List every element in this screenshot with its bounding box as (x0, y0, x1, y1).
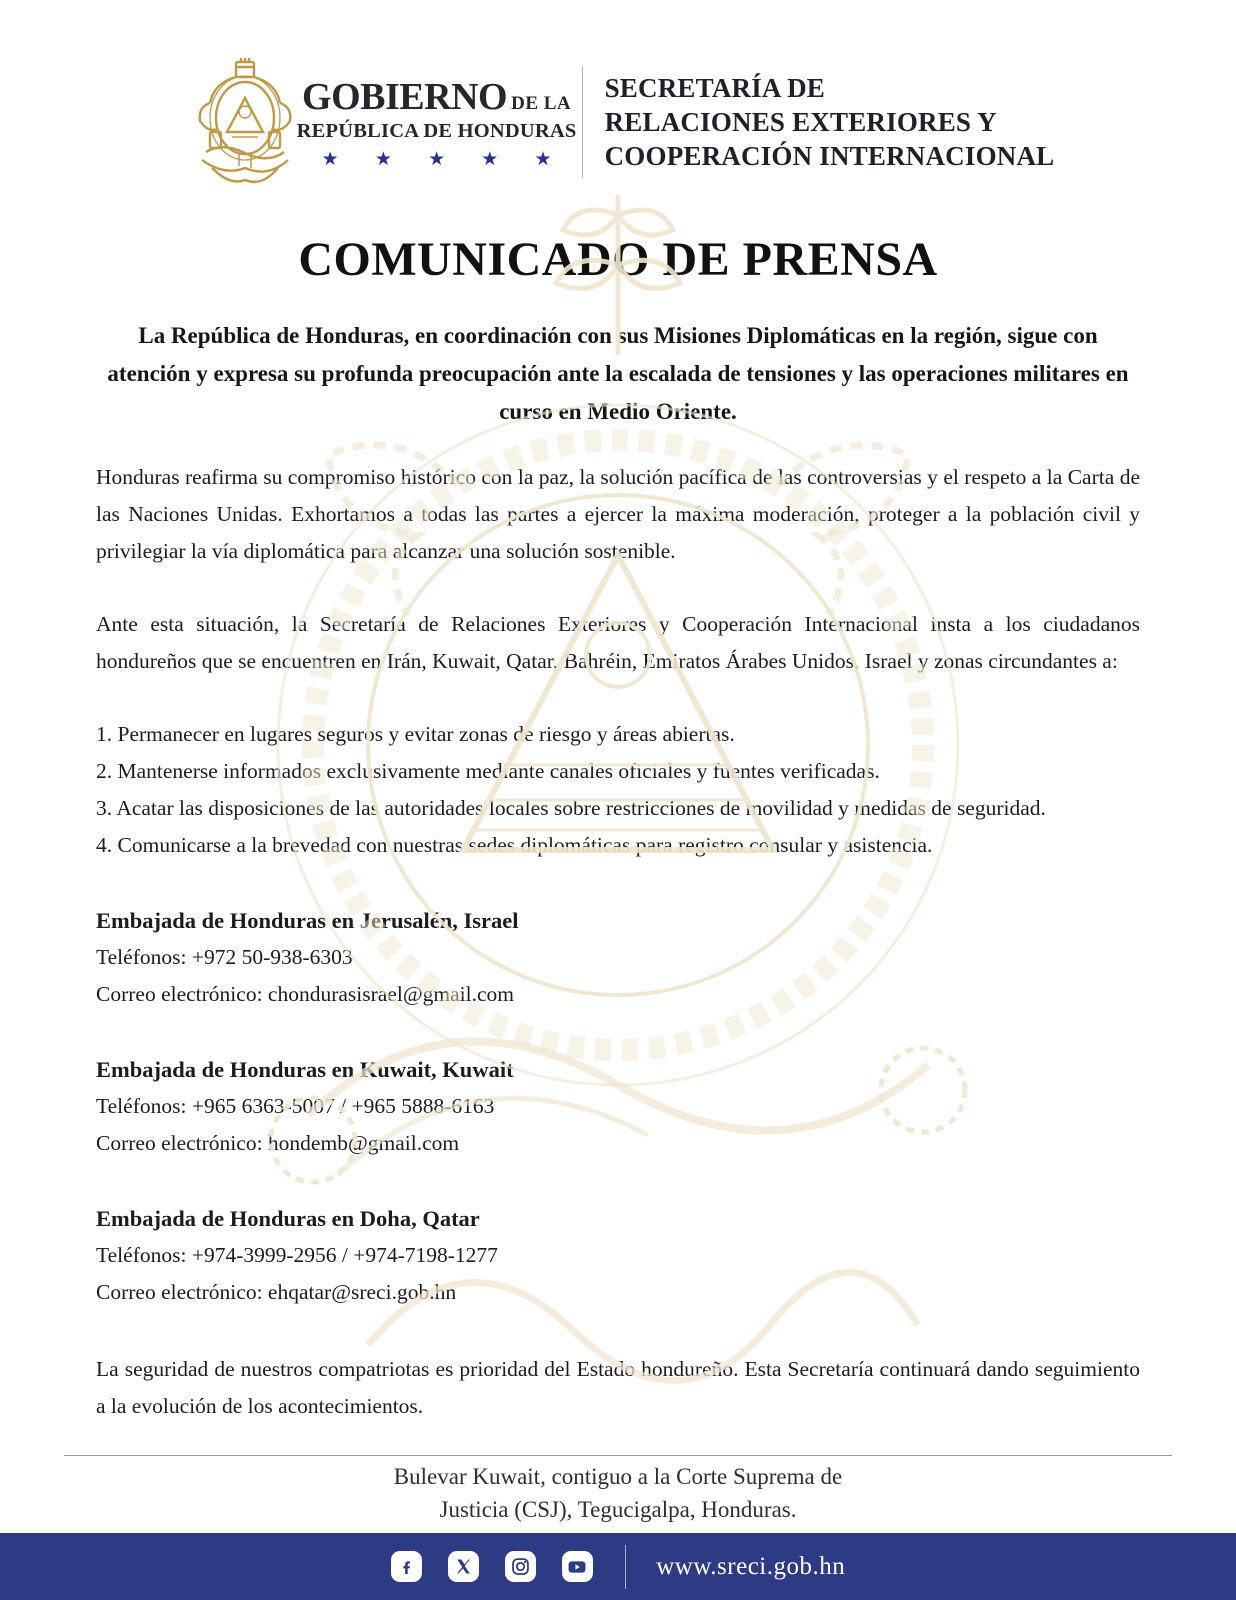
header-divider (582, 66, 583, 178)
footer-bar-divider (625, 1545, 627, 1589)
embassy-email: Correo electrónico: chondurasisrael@gmail.com (96, 982, 515, 1006)
embassy-block-qatar (96, 1200, 1140, 1311)
embassy-email: Correo electrónico: ehqatar@sreci.gob.hn (96, 1280, 457, 1304)
list-item: 2. Mantenerse informados exclusivamente mediante canales oficiales y fuentes verificadas. (96, 759, 880, 783)
embassy-phones: Teléfonos: +965 6363-5007 / +965 5888-6163 (96, 1094, 495, 1118)
address-line: Justicia (CSJ), Tegucigalpa, Honduras. (439, 1497, 797, 1522)
address-line: Bulevar Kuwait, contiguo a la Corte Suprema de (393, 1464, 843, 1489)
star-icon: ★ (428, 147, 446, 170)
paragraph-compromiso: Honduras reafirma su compromiso histórico con la paz, la solución pacífica de las controversias y el respeto a la Carta de las Naciones Unidas. Exhortamos a todas las partes a ejercer la máxima moderación, proteger a la población civil y privilegiar la vía diplomática para alcanzar una solución sostenible. (96, 465, 1140, 563)
paragraph-situacion: Ante esta situación, la Secretaría de Relaciones Exteriores y Cooperación Internacional insta a los ciudadanos hondureños que se encuentren en Irán, Kuwait, Qatar, Bahréin, Emiratos Árabes Unidos, Israel y zonas circundantes a: (96, 612, 1140, 673)
embassy-email: Correo electrónico: hondemb@gmail.com (96, 1131, 460, 1155)
instagram-icon (510, 1556, 531, 1577)
footer-divider (64, 1455, 1172, 1456)
gobierno-wordmark (296, 75, 577, 170)
coat-of-arms-logo (182, 56, 308, 188)
star-icon: ★ (321, 147, 339, 170)
star-icon: ★ (374, 147, 392, 170)
x-icon (454, 1557, 473, 1576)
embassy-phones: Teléfonos: +972 50-938-6303 (96, 945, 353, 969)
secretariat-line: COOPERACIÓN INTERNACIONAL (604, 141, 1055, 171)
embassy-name: Embajada de Honduras en Jerusalén, Israel (96, 908, 519, 933)
gobierno-suffix-text: DE LA (511, 92, 572, 114)
website-link[interactable]: www.sreci.gob.hn (656, 1552, 846, 1580)
embassy-block-israel (96, 902, 1140, 1013)
paragraph-cierre: La seguridad de nuestros compatriotas es prioridad del Estado hondureño. Esta Secretaría continuará dando seguimiento a la evolución de los acontecimientos. (96, 1357, 1140, 1418)
secretariat-name (605, 71, 1055, 173)
lead-paragraph: La República de Honduras, en coordinación con sus Misiones Diplomáticas en la región, sigue con atención y expresa su profunda preocupación ante la escalada de tensiones y las operaciones militares en curso en Medio Oriente. (107, 323, 1129, 424)
embassy-block-kuwait (96, 1051, 1140, 1162)
embassy-phones: Teléfonos: +974-3999-2956 / +974-7198-1277 (96, 1243, 498, 1267)
secretariat-line: SECRETARÍA DE (604, 73, 825, 103)
document-body (96, 459, 1140, 1425)
letterhead (0, 56, 1236, 188)
secretariat-line: RELACIONES EXTERIORES Y (604, 107, 997, 137)
list-item: 1. Permanecer en lugares seguros y evitar zonas de riesgo y áreas abiertas. (96, 722, 735, 746)
list-item: 3. Acatar las disposiciones de las autoridades locales sobre restricciones de movilidad y medidas de seguridad. (96, 796, 1046, 820)
embassy-name: Embajada de Honduras en Doha, Qatar (96, 1206, 480, 1231)
footer-address (0, 1460, 1236, 1526)
star-icon: ★ (481, 147, 499, 170)
youtube-button[interactable] (562, 1551, 593, 1582)
youtube-icon (566, 1556, 588, 1578)
embassy-name: Embajada de Honduras en Kuwait, Kuwait (96, 1057, 514, 1082)
republica-text: REPÚBLICA DE HONDURAS (296, 119, 577, 142)
star-row (318, 143, 556, 170)
footer-bar (0, 1533, 1236, 1600)
instagram-button[interactable] (505, 1551, 536, 1582)
gobierno-text: GOBIERNO (302, 75, 508, 118)
page-title: COMUNICADO DE PRENSA (298, 233, 938, 286)
facebook-button[interactable] (391, 1551, 422, 1582)
star-icon: ★ (534, 147, 552, 170)
facebook-icon (396, 1556, 417, 1577)
x-button[interactable] (448, 1551, 479, 1582)
recommendations-list (96, 716, 1140, 864)
list-item: 4. Comunicarse a la brevedad con nuestras sedes diplomáticas para registro consular y asistencia. (96, 833, 933, 857)
